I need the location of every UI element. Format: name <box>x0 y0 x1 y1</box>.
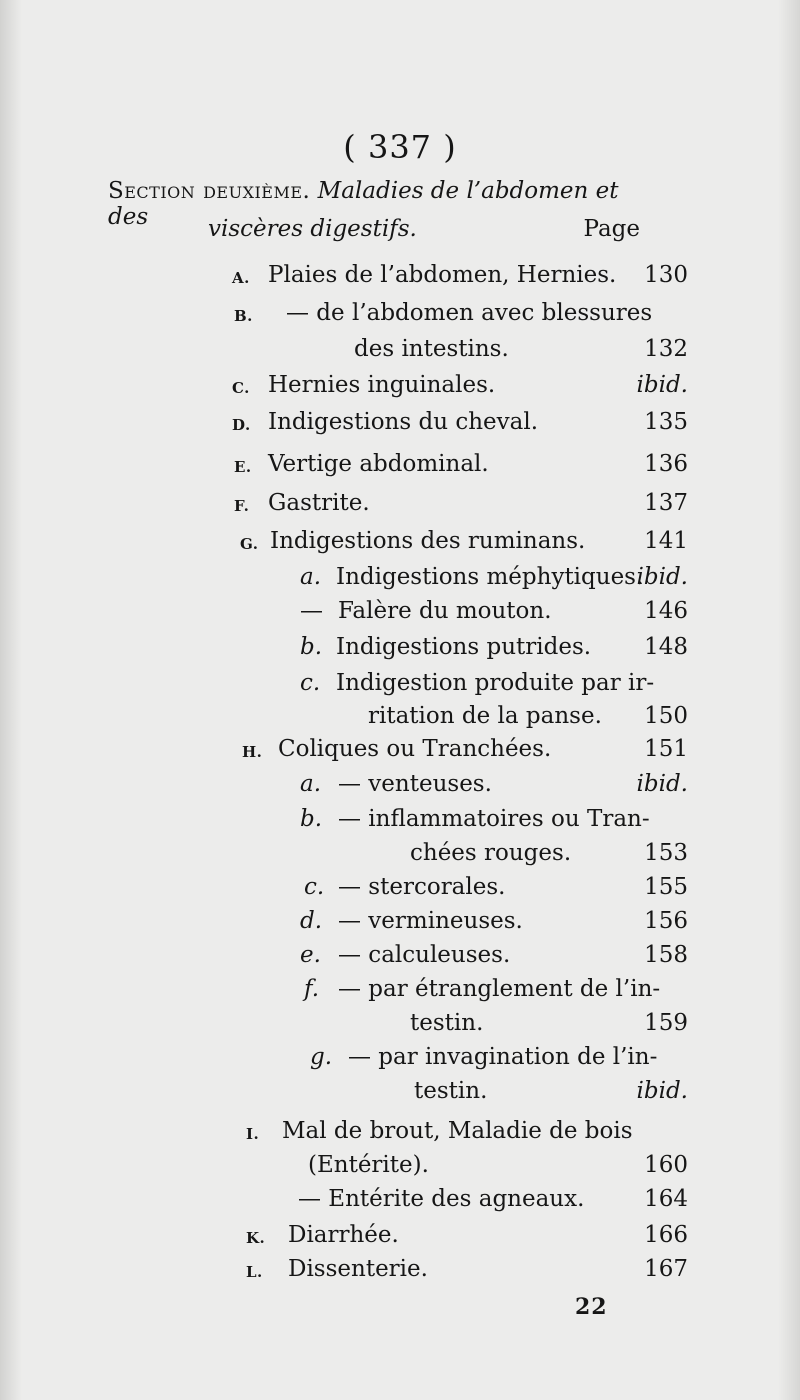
entry-page: 135 <box>644 409 688 435</box>
toc-entry <box>0 908 800 944</box>
toc-entry <box>0 372 800 408</box>
entry-letter: g. <box>310 1044 333 1070</box>
toc-entry <box>0 1222 800 1258</box>
section-title-line2: viscères digestifs. <box>208 216 417 242</box>
entry-letter: a. <box>300 771 322 797</box>
toc-entry <box>0 942 800 978</box>
entry-text: des intestins. <box>354 336 509 362</box>
toc-entry <box>0 1152 800 1188</box>
entry-text: testin. <box>410 1010 484 1036</box>
toc-entry <box>0 1256 800 1292</box>
entry-text: chées rouges. <box>410 840 572 866</box>
section-title-line1: Maladies de l’abdomen et des <box>108 178 619 230</box>
toc-entry <box>0 598 800 634</box>
entry-text: Falère du mouton. <box>338 598 552 624</box>
toc-entry <box>0 634 800 670</box>
entry-page: 160 <box>644 1152 688 1178</box>
toc-entry <box>0 1078 800 1114</box>
entry-text: — par invagination de l’in- <box>348 1044 658 1070</box>
entry-page: 137 <box>644 490 688 516</box>
toc-entry <box>0 262 800 298</box>
entry-text: Dissenterie. <box>288 1256 428 1282</box>
entry-page: ibid. <box>636 564 688 590</box>
entry-text: Mal de brout, Maladie de bois <box>282 1118 633 1144</box>
entry-text: Indigestions putrides. <box>336 634 592 660</box>
entry-page: ibid. <box>636 372 688 398</box>
entry-text: — venteuses. <box>338 771 492 797</box>
section-label: Section deuxième. <box>108 178 311 204</box>
toc-entry <box>0 703 800 739</box>
entry-text: Indigestions du cheval. <box>268 409 539 435</box>
toc-entry <box>0 336 800 372</box>
entry-page: ibid. <box>636 1078 688 1104</box>
toc-entry <box>0 840 800 876</box>
entry-letter: A. <box>232 269 250 287</box>
toc-entry <box>0 490 800 526</box>
entry-letter: I. <box>246 1125 260 1143</box>
entry-letter: e. <box>300 942 321 968</box>
toc-entry <box>0 736 800 772</box>
entry-letter: E. <box>234 458 252 476</box>
toc-entry <box>0 771 800 807</box>
entry-letter: L. <box>246 1263 263 1281</box>
entry-text: testin. <box>414 1078 488 1104</box>
toc-entry <box>0 976 800 1012</box>
entry-page: 146 <box>644 598 688 624</box>
entry-page: 156 <box>644 908 688 934</box>
entry-page: 136 <box>644 451 688 477</box>
entry-text: Vertige abdominal. <box>268 451 489 477</box>
entry-page: 158 <box>644 942 688 968</box>
section-heading <box>108 178 640 242</box>
entry-text: — de l’abdomen avec blessures <box>286 300 653 326</box>
entry-page: 150 <box>644 703 688 729</box>
entry-letter: — <box>300 598 323 624</box>
entry-letter: G. <box>240 535 259 553</box>
toc-entry <box>0 670 800 706</box>
entry-text: Coliques ou Tranchées. <box>278 736 552 762</box>
toc-entry <box>0 451 800 487</box>
toc-entry <box>0 1118 800 1154</box>
entry-page: 141 <box>644 528 688 554</box>
toc-entry <box>0 1186 800 1222</box>
entry-letter: K. <box>246 1229 266 1247</box>
entry-page: 148 <box>644 634 688 660</box>
toc-entry <box>0 564 800 600</box>
entry-letter: B. <box>234 307 253 325</box>
toc-entry <box>0 874 800 910</box>
entry-text: — par étranglement de l’in- <box>338 976 661 1002</box>
entry-letter: c. <box>304 874 325 900</box>
entry-page: ibid. <box>636 771 688 797</box>
entry-text: Plaies de l’abdomen, Hernies. <box>268 262 617 288</box>
entry-page: 130 <box>644 262 688 288</box>
entry-page: 153 <box>644 840 688 866</box>
entry-letter: a. <box>300 564 322 590</box>
entry-page: 167 <box>644 1256 688 1282</box>
entry-letter: c. <box>300 670 321 696</box>
entry-text: — stercorales. <box>338 874 506 900</box>
entry-letter: b. <box>300 806 323 832</box>
entry-text: Indigestions méphytiques. <box>336 564 644 590</box>
entry-page: 164 <box>644 1186 688 1212</box>
toc-entry <box>0 806 800 842</box>
page-column-label: Page <box>583 216 640 242</box>
entry-text: — Entérite des agneaux. <box>298 1186 585 1212</box>
entry-page: 155 <box>644 874 688 900</box>
toc-entry <box>0 300 800 336</box>
entry-page: 132 <box>644 336 688 362</box>
entry-text: Gastrite. <box>268 490 370 516</box>
entry-text: — calculeuses. <box>338 942 511 968</box>
page-number: ( 337 ) <box>343 128 457 166</box>
entry-letter: f. <box>304 976 320 1002</box>
entry-letter: D. <box>232 416 251 434</box>
entry-letter: C. <box>232 379 250 397</box>
entry-text: Indigestion produite par ir- <box>336 670 655 696</box>
entry-letter: b. <box>300 634 323 660</box>
toc-entry <box>0 528 800 564</box>
entry-letter: F. <box>234 497 250 515</box>
entry-letter: d. <box>300 908 323 934</box>
entry-text: ritation de la panse. <box>368 703 602 729</box>
entry-letter: H. <box>242 743 263 761</box>
toc-entry <box>0 409 800 445</box>
entry-text: Indigestions des ruminans. <box>270 528 586 554</box>
toc-entry <box>0 1044 800 1080</box>
toc-entry <box>0 1010 800 1046</box>
entry-text: (Entérite). <box>308 1152 429 1178</box>
signature-mark: 22 <box>575 1294 608 1320</box>
entry-text: — inflammatoires ou Tran- <box>338 806 650 832</box>
entry-page: 159 <box>644 1010 688 1036</box>
entry-page: 166 <box>644 1222 688 1248</box>
entry-page: 151 <box>644 736 688 762</box>
entry-text: Diarrhée. <box>288 1222 399 1248</box>
entry-text: — vermineuses. <box>338 908 523 934</box>
entry-text: Hernies inguinales. <box>268 372 496 398</box>
